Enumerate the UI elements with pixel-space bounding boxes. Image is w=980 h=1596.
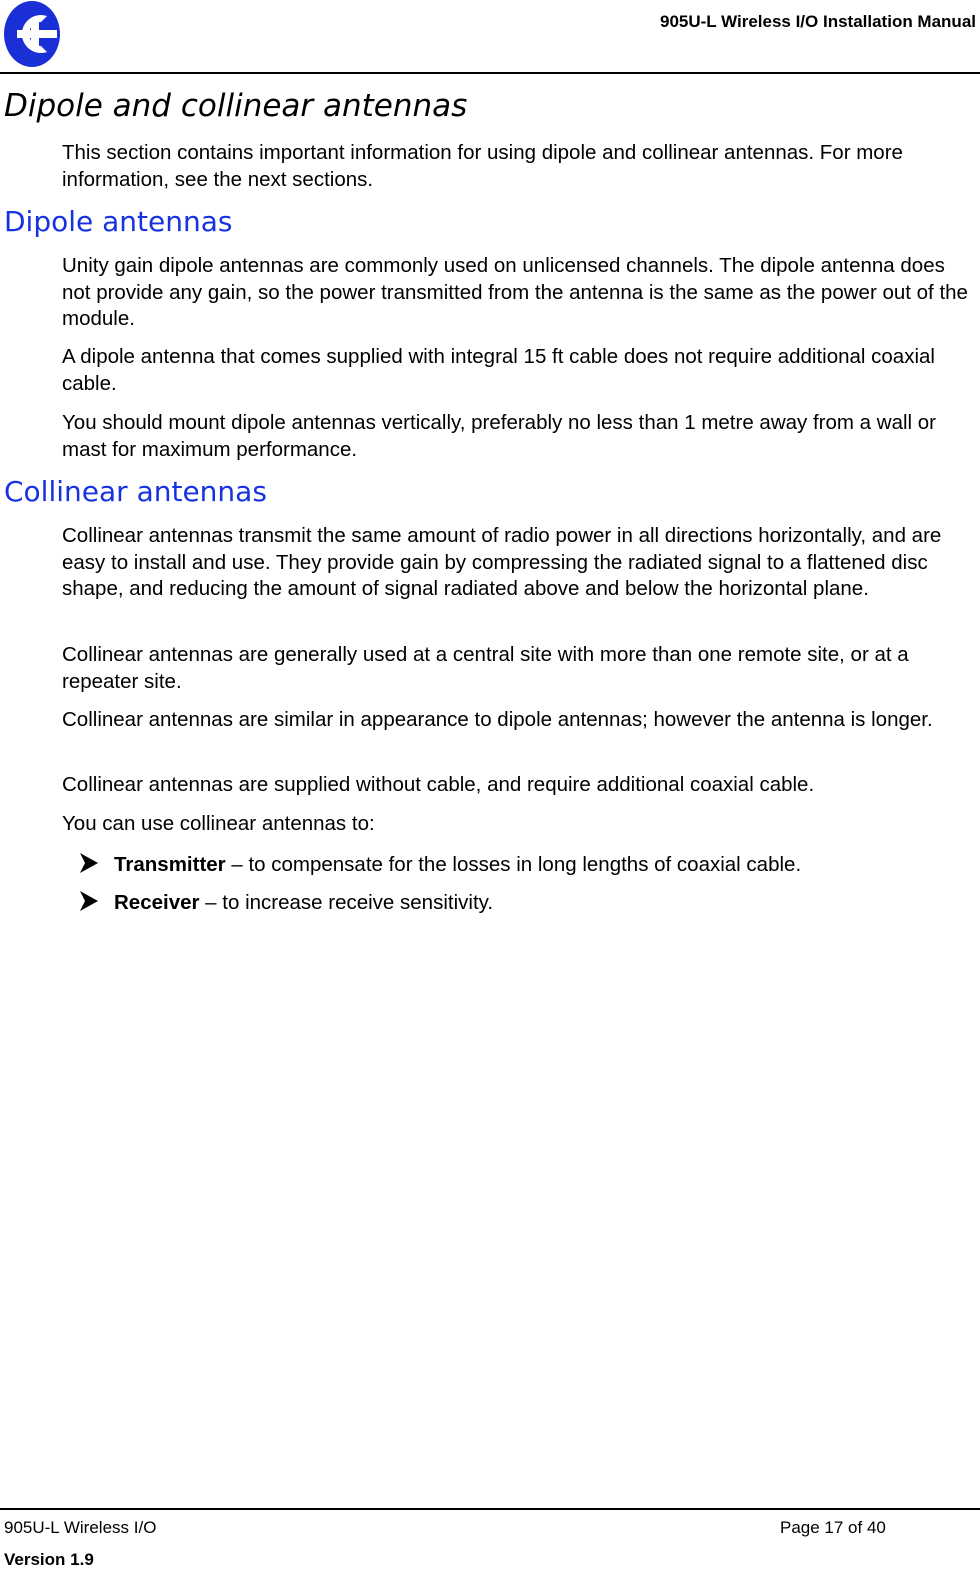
bullet-text: – to compensate for the losses in long lengths of coaxial cable. [225, 853, 802, 876]
footer-product: 905U-L Wireless I/O [4, 1518, 157, 1537]
dipole-paragraph-1: Unity gain dipole antennas are commonly used on unlicensed channels. The dipole antenna does not provide any gain, so the power transmitted from the antenna is the same as the power out of the module. [62, 254, 968, 330]
collinear-paragraph-1: Collinear antennas transmit the same amount of radio power in all directions horizontally, and are easy to install and use. They provide gain by compressing the radiated signal to a flattened disc shape, and reducing the amount of signal radiated above and below the horizontal plane. [62, 524, 942, 600]
header-divider [0, 72, 980, 74]
bullet-term: Receiver [114, 891, 200, 914]
footer-page-number: Page 17 of 40 [780, 1518, 886, 1537]
header-title: 905U-L Wireless I/O Installation Manual [659, 12, 976, 31]
footer-divider [0, 1508, 980, 1510]
dipole-paragraph-2: A dipole antenna that comes supplied with integral 15 ft cable does not require additional coaxial cable. [62, 345, 935, 395]
bullet-text: – to increase receive sensitivity. [199, 891, 494, 914]
arrow-bullet-icon [78, 850, 100, 883]
dipole-heading: Dipole antennas [4, 205, 233, 238]
bullet-term: Transmitter [114, 853, 226, 876]
collinear-paragraph-3: Collinear antennas are similar in appearance to dipole antennas; however the antenna is longer. [62, 708, 933, 731]
collinear-paragraph-4: Collinear antennas are supplied without cable, and require additional coaxial cable. [62, 773, 815, 796]
collinear-heading: Collinear antennas [4, 475, 267, 508]
arrow-bullet-icon [78, 888, 100, 921]
section-intro: This section contains important information for using dipole and collinear antennas. For more information, see the next sections. [62, 141, 903, 191]
footer-version: Version 1.9 [4, 1550, 94, 1569]
collinear-paragraph-2: Collinear antennas are generally used at a central site with more than one remote site, or at a repeater site. [62, 643, 909, 693]
collinear-paragraph-5: You can use collinear antennas to: [62, 812, 375, 835]
company-logo [3, 0, 61, 68]
section-title: Dipole and collinear antennas [4, 88, 468, 124]
dipole-paragraph-3: You should mount dipole antennas vertically, preferably no less than 1 metre away from a wall or mast for maximum performance. [62, 411, 937, 461]
